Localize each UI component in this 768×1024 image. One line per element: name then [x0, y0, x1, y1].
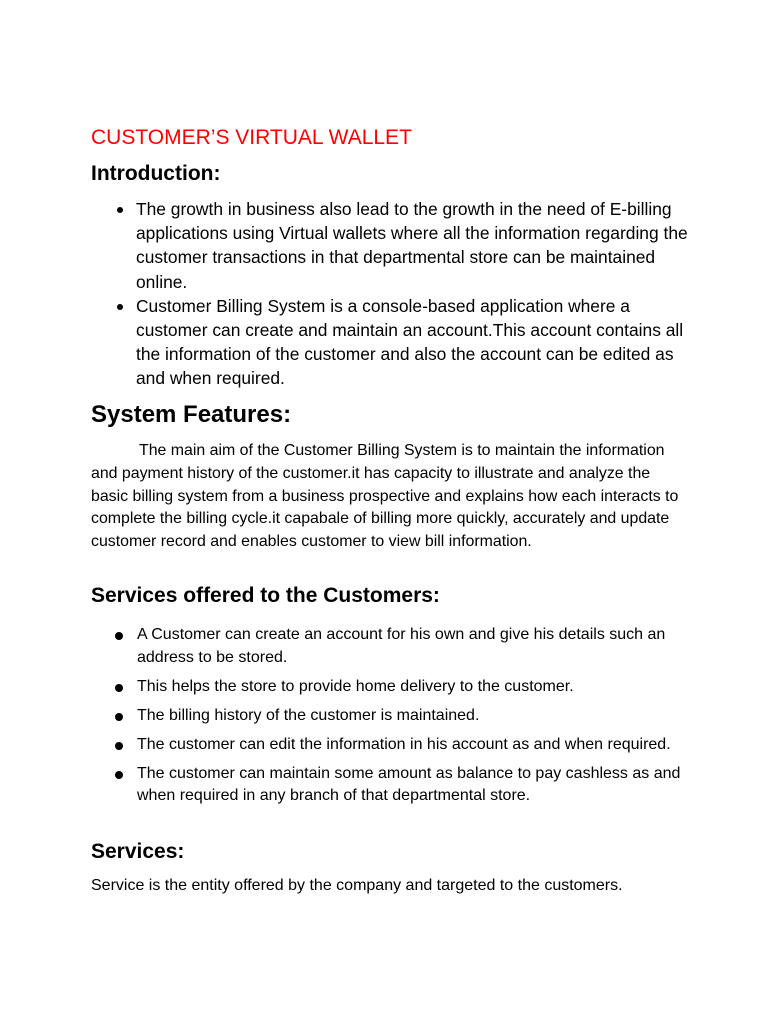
- document-title: CUSTOMER’S VIRTUAL WALLET: [91, 126, 412, 149]
- list-item-text: A Customer can create an account for his own and give his details such an address to be stored.: [137, 626, 666, 666]
- bullet-icon: [115, 684, 123, 692]
- bullet-icon: [115, 771, 123, 779]
- bullet-icon: [115, 632, 123, 640]
- introduction-list: [91, 197, 691, 391]
- list-item: [91, 294, 691, 391]
- bullet-icon: [117, 304, 123, 310]
- bullet-icon: [115, 742, 123, 750]
- list-item: [91, 197, 691, 294]
- services-offered-heading: Services offered to the Customers:: [91, 584, 440, 607]
- bullet-icon: [115, 713, 123, 721]
- bullet-icon: [117, 207, 123, 213]
- list-item-text: The billing history of the customer is maintained.: [137, 706, 480, 724]
- list-item-text: This helps the store to provide home delivery to the customer.: [137, 677, 574, 695]
- system-features-paragraph: [91, 440, 691, 554]
- system-features-text: The main aim of the Customer Billing System is to maintain the information and payment history of the customer.it has capacity to illustrate and analyze the basic billing system from a business prospective and explains how each interacts to complete the billing cycle.it capabale of billing more quickly, accurately and update customer record and enables customer to view bill information.: [91, 442, 679, 551]
- list-item: [91, 705, 701, 728]
- list-item: [91, 763, 701, 808]
- services-heading: Services:: [91, 840, 185, 863]
- list-item-text: The customer can edit the information in his account as and when required.: [137, 735, 671, 753]
- list-item-text: Customer Billing System is a console-based application where a customer can create and maintain an account.This account contains all the information of the customer and also the account can be edited as and when required.: [136, 295, 684, 389]
- list-item: [91, 676, 701, 699]
- services-paragraph: Service is the entity offered by the company and targeted to the customers.: [91, 877, 623, 894]
- list-item: [91, 624, 701, 669]
- list-item-text: The growth in business also lead to the growth in the need of E-billing applications using Virtual wallets where all the information regarding the customer transactions in that departmental store can be maintained online.: [136, 199, 688, 292]
- list-item: [91, 734, 701, 757]
- system-features-heading: System Features:: [91, 401, 292, 428]
- services-offered-list: [91, 624, 701, 814]
- list-item-text: The customer can maintain some amount as balance to pay cashless as and when required in any branch of that departmental store.: [137, 764, 681, 804]
- introduction-heading: Introduction:: [91, 162, 221, 185]
